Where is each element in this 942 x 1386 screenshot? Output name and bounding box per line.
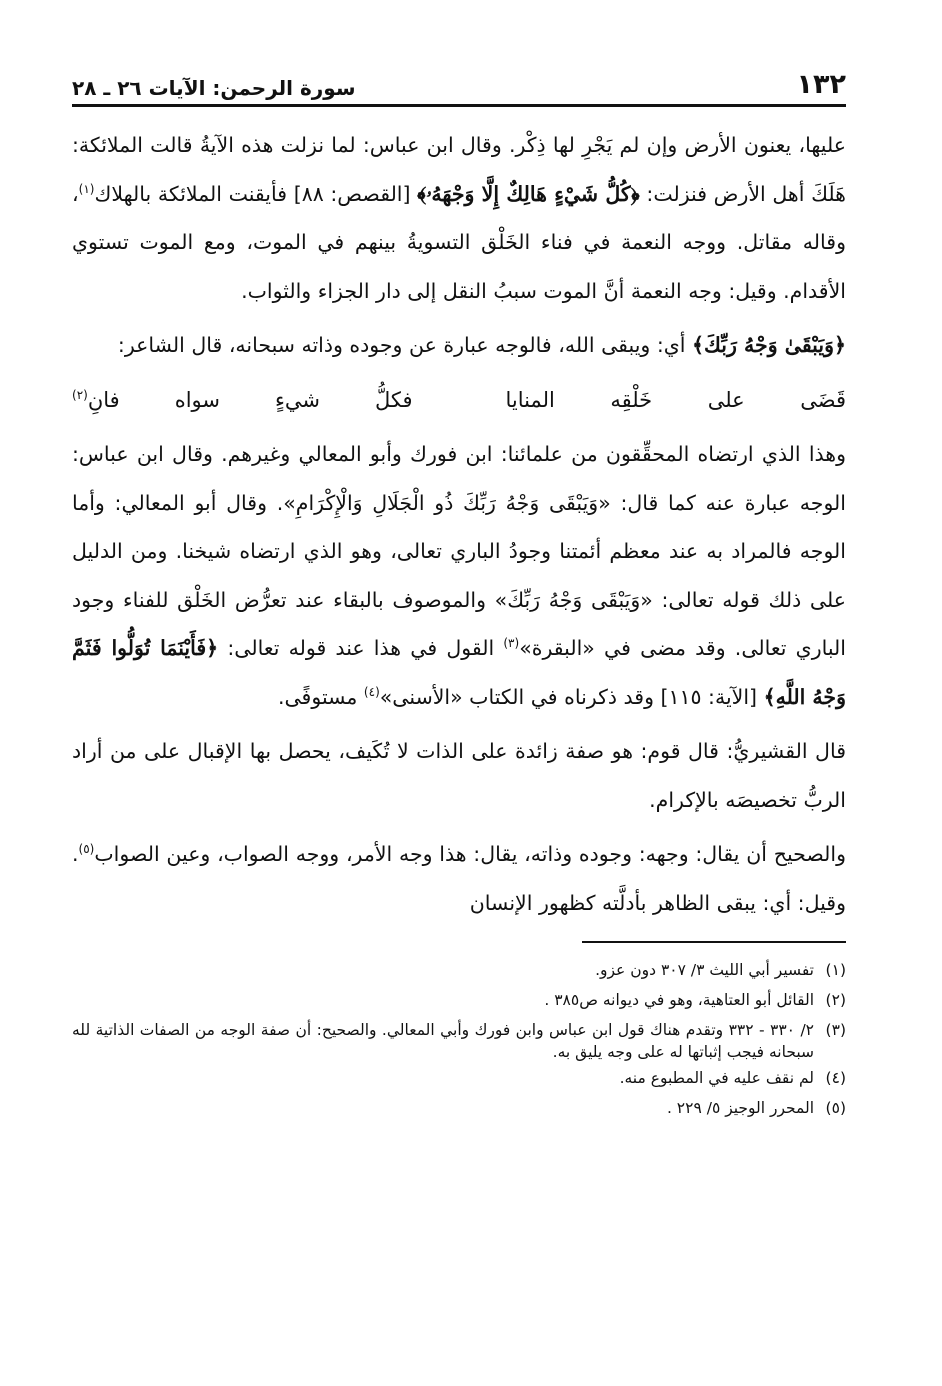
main-text	[72, 121, 846, 927]
footnote	[72, 1093, 846, 1123]
running-title: سورة الرحمن: الآيات ٢٦ ـ ٢٨	[72, 76, 356, 100]
text-run: والصحيح أن يقال: وجهه: وجوده وذاته، يقال: هذا وجه الأمر، ووجه الصواب، وعين الصواب	[94, 842, 846, 866]
footnote-marker: (٥)	[78, 842, 95, 857]
poem-second-hemistich-text: فكلُّ شيءٍ سواه فانِ	[87, 387, 413, 412]
text-run: . وقيل: أي: يبقى الظاهر بأدلَّته كظهور الإنسان	[72, 842, 846, 915]
poem-second-hemistich	[72, 376, 413, 425]
paragraph	[72, 830, 846, 927]
quran-verse: ﴿وَيَبْقَىٰ وَجْهُ رَبِّكَ﴾	[692, 333, 846, 357]
footnote-separator	[582, 941, 846, 943]
text-run: مستوفًى.	[277, 684, 364, 709]
footnote-text: تفسير أبي الليث ٣/ ٣٠٧ دون عزو.	[595, 961, 814, 979]
footnote-marker: (٢)	[72, 387, 88, 402]
paragraph	[72, 121, 846, 315]
footnote-text: ٢/ ٣٣٠ - ٣٣٢ وتقدم هناك قول ابن عباس وابن فورك وأبي المعالي. والصحيح: أن صفة الوجه من الصفات الذاتية لله سبحانه فيجب إثباتها له على وجه يليق به.	[72, 1021, 814, 1061]
footnote-text: القائل أبو العتاهية، وهو في ديوانه ص٣٨٥ .	[544, 991, 814, 1009]
text-run: القول في هذا عند قوله تعالى:	[218, 636, 504, 660]
poem-verse	[72, 376, 846, 425]
footnotes	[72, 955, 846, 1123]
footnote	[72, 955, 846, 985]
footnote-number: (٤)	[825, 1069, 846, 1087]
footnote-marker: (٣)	[503, 636, 520, 651]
footnote-number: (٢)	[825, 991, 846, 1009]
quran-verse: ﴿فَأَيْنَمَا تُوَلُّوا فَثَمَّ وَجْهُ اللَّهِ﴾	[72, 636, 846, 709]
footnote-marker: (١)	[78, 181, 95, 196]
quran-verse: ﴿كُلُّ شَيْءٍ هَالِكٌ إِلَّا وَجْهَهُۥ﴾	[417, 181, 640, 206]
paragraph	[72, 727, 846, 824]
text-run: قال القشيريُّ: قال قوم: هو صفة زائدة على الذات لا تُكَيف، يحصل بها الإقبال على من أراد الربُّ تخصيصَه بالإكرام.	[72, 739, 846, 812]
page-header	[72, 62, 846, 107]
text-run: وهذا الذي ارتضاه المحقِّقون من علمائنا: ابن فورك وأبو المعالي وغيرهم. وقال ابن عباس: الوجه عبارة عنه كما قال: «وَيَبْقَى وَجْهُ رَبِّكَ ذُو الْجَلَالِ وَالْإِكْرَامِ». وقال أبو المعالي: وأما الوجه فالمراد به عند معظم أئمتنا وجودُ الباري تعالى، وهو الذي ارتضاه شيخنا. ومن الدليل على ذلك قوله تعالى: «وَيَبْقَى وَجْهُ رَبِّكَ» والموصوف بالبقاء عند تعرُّض الخَلْق للفناء وجود الباري تعالى. وقد مضى في «البقرة»	[72, 442, 847, 660]
footnote-text: لم نقف عليه في المطبوع منه.	[619, 1069, 814, 1087]
footnote-marker: (٤)	[363, 684, 380, 699]
paragraph	[72, 321, 846, 370]
text-run: عليها، يعنون الأرض وإن لم يَجْرِ لها ذِكْر. وقال ابن عباس: لما نزلت هذه الآيةُ قالت الملائكة: هَلَكَ أهل الأرض فنزلت:	[72, 133, 846, 206]
text-run: أي: ويبقى الله، فالوجه عبارة عن وجوده وذاته سبحانه، قال الشاعر:	[117, 333, 692, 357]
footnote	[72, 1015, 846, 1063]
page-number: ١٣٢	[796, 69, 846, 100]
text-run: [الآية: ١١٥] وقد ذكرناه في الكتاب «الأسنى»	[379, 684, 764, 709]
paragraph	[72, 430, 846, 721]
text-run: [القصص: ٨٨] فأيقنت الملائكة بالهلاك	[94, 181, 418, 206]
footnote	[72, 985, 846, 1015]
footnote	[72, 1063, 846, 1093]
footnote-text: المحرر الوجيز ٥/ ٢٢٩ .	[666, 1099, 814, 1117]
footnote-number: (١)	[825, 961, 846, 979]
text-run: ، وقاله مقاتل. ووجه النعمة في فناء الخَلْق التسويةُ بينهم في الموت، ومع الموت تستوي الأقدام. وقيل: وجه النعمة أنَّ الموت سببُ النقل إلى دار الجزاء والثواب.	[72, 181, 846, 303]
poem-first-hemistich: قَضَى على خَلْقِه المنايا	[505, 387, 846, 412]
footnote-number: (٣)	[825, 1021, 846, 1039]
footnote-number: (٥)	[825, 1099, 846, 1117]
